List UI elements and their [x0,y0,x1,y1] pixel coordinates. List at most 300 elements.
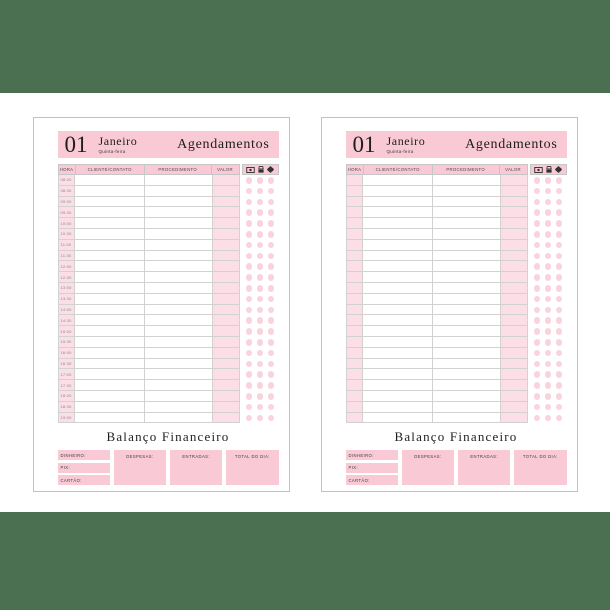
top-green-band [0,0,610,93]
schedule-row [58,402,279,413]
card-machine-icon [545,166,553,173]
payment-dot-cash [534,177,541,184]
procedure-cell [145,305,213,316]
col-header-hora: HORA [347,165,364,174]
value-cell [213,348,240,359]
schedule-row [58,294,279,305]
schedule-rows [346,175,567,423]
procedure-cell [145,229,213,240]
payment-dot-card [545,285,552,292]
client-contact-cell [363,218,433,229]
procedure-cell [145,186,213,197]
payment-dot-card [545,296,552,303]
procedure-cell [433,229,501,240]
payment-dots [530,294,567,305]
pix-field: PIX: [346,463,398,473]
procedure-cell [433,380,501,391]
schedule-row [346,294,567,305]
payment-dots [242,283,279,294]
payment-dots [530,251,567,262]
payment-dots [530,380,567,391]
time-cell [346,261,363,272]
finance-section [58,450,279,485]
payment-dot-cash [246,242,253,249]
procedure-cell [433,359,501,370]
payment-dot-pix [268,317,275,324]
procedure-cell [145,218,213,229]
payment-dot-card [257,209,264,216]
time-cell [346,272,363,283]
time-cell: 18:00 [58,391,75,402]
time-cell [346,380,363,391]
payment-dot-cash [534,361,541,368]
value-cell [213,261,240,272]
payment-dot-card [545,231,552,238]
payment-dot-cash [246,393,253,400]
schedule-row [346,283,567,294]
payment-dots [242,402,279,413]
payment-dot-pix [268,415,275,422]
client-contact-cell [75,337,145,348]
client-contact-cell [363,413,433,424]
payment-dots [242,326,279,337]
client-contact-cell [75,402,145,413]
value-cell [501,337,528,348]
payment-dot-pix [268,209,275,216]
client-contact-cell [75,348,145,359]
payment-dot-cash [534,274,541,281]
time-cell: 16:00 [58,348,75,359]
payment-dot-card [545,328,552,335]
client-contact-cell [363,380,433,391]
value-cell [501,305,528,316]
payment-dot-card [257,242,264,249]
payment-dots [530,261,567,272]
procedure-cell [433,369,501,380]
payment-dot-pix [556,339,563,346]
col-header-hora: HORA [59,165,76,174]
payment-dot-cash [534,209,541,216]
procedure-cell [145,315,213,326]
payment-dot-pix [556,371,563,378]
table-header-main [58,164,240,175]
schedule-row [58,197,279,208]
page-title: Agendamentos [177,136,270,152]
payment-dot-card [257,382,264,389]
value-cell [501,348,528,359]
payment-dots [242,359,279,370]
payment-dot-card [545,350,552,357]
payment-dots [242,315,279,326]
payment-dot-card [257,307,264,314]
client-contact-cell [363,240,433,251]
payment-dot-card [257,188,264,195]
schedule-row [58,337,279,348]
month-label: Janeiro [386,134,426,149]
payment-dots [530,175,567,186]
payment-dot-card [257,253,264,260]
payment-dots [242,369,279,380]
time-cell: 13:00 [58,283,75,294]
col-header-cliente-contato: CLIENTE/CONTATO [364,165,433,174]
value-cell [213,369,240,380]
payment-dot-pix [556,361,563,368]
payment-dots [530,186,567,197]
procedure-cell [145,175,213,186]
page-title: Agendamentos [465,136,558,152]
payment-dot-cash [246,307,253,314]
total-do-dia-box: TOTAL DO DIA: [514,450,566,485]
payment-dot-cash [246,296,253,303]
value-cell [213,391,240,402]
payment-dot-card [545,274,552,281]
payment-dot-card [257,220,264,227]
payment-dot-card [257,350,264,357]
payment-dot-cash [246,404,253,411]
payment-dot-pix [268,393,275,400]
schedule-row [58,413,279,424]
schedule-row [346,197,567,208]
bottom-green-band [0,512,610,610]
client-contact-cell [75,413,145,424]
time-cell: 15:30 [58,337,75,348]
payment-dots [530,218,567,229]
procedure-cell [433,294,501,305]
client-contact-cell [363,197,433,208]
schedule-row [58,391,279,402]
procedure-cell [433,186,501,197]
payment-dot-cash [534,285,541,292]
payment-dot-pix [268,296,275,303]
value-cell [213,315,240,326]
procedure-cell [145,380,213,391]
payment-dot-card [257,285,264,292]
payment-dot-pix [268,231,275,238]
payment-dots [242,197,279,208]
payment-dot-cash [534,220,541,227]
month-block [387,135,426,154]
payment-dot-pix [556,220,563,227]
value-cell [501,413,528,424]
time-cell [346,359,363,370]
payment-dot-cash [534,317,541,324]
payment-dot-card [545,188,552,195]
payment-dot-pix [556,415,563,422]
time-cell [346,229,363,240]
payment-dot-card [257,393,264,400]
payment-dot-pix [268,361,275,368]
schedule-row [58,272,279,283]
value-cell [213,272,240,283]
payment-dot-cash [246,220,253,227]
value-cell [213,326,240,337]
payment-dot-cash [534,296,541,303]
time-cell: 17:30 [58,380,75,391]
client-contact-cell [75,305,145,316]
procedure-cell [433,391,501,402]
procedure-cell [145,207,213,218]
finance-title: Balanço Financeiro [106,429,230,445]
payment-dot-cash [246,263,253,270]
payment-dots [242,380,279,391]
table-header-main [346,164,528,175]
procedure-cell [145,369,213,380]
schedule-row [58,359,279,370]
payment-dots [530,197,567,208]
payment-dot-card [257,231,264,238]
payment-dot-pix [268,371,275,378]
payment-dot-card [545,382,552,389]
time-cell [346,294,363,305]
payment-dots [242,305,279,316]
payment-dots [242,391,279,402]
payment-dot-cash [534,382,541,389]
month-label: Janeiro [98,134,138,149]
despesas-box: DESPESAS: [402,450,454,485]
value-cell [501,229,528,240]
procedure-cell [145,348,213,359]
payment-dots [530,326,567,337]
payment-dots [530,272,567,283]
schedule-row [346,272,567,283]
procedure-cell [145,359,213,370]
page-header-band [346,131,567,158]
time-cell [346,326,363,337]
client-contact-cell [363,294,433,305]
payment-dot-card [545,404,552,411]
card-machine-icon [257,166,265,173]
value-cell [213,413,240,424]
payment-dot-cash [534,350,541,357]
payment-dot-card [257,339,264,346]
payment-dot-cash [246,317,253,324]
procedure-cell [145,240,213,251]
dinheiro-field: DINHEIRO: [58,450,110,460]
value-cell [213,337,240,348]
col-header-cliente-contato: CLIENTE/CONTATO [76,165,145,174]
procedure-cell [433,305,501,316]
schedule-row [346,261,567,272]
finance-section [346,450,567,485]
procedure-cell [145,283,213,294]
payment-dot-pix [556,404,563,411]
payment-dot-pix [556,393,563,400]
payment-dot-cash [246,199,253,206]
schedule-row [346,380,567,391]
col-header-procedimento: PROCEDIMENTO [433,165,500,174]
payment-dot-pix [268,177,275,184]
payment-dot-pix [556,328,563,335]
value-cell [213,207,240,218]
schedule-row [346,305,567,316]
payment-dot-pix [268,263,275,270]
payment-dot-cash [246,415,253,422]
time-cell: 10:00 [58,218,75,229]
payment-dot-card [257,263,264,270]
time-cell [346,240,363,251]
payment-dot-pix [556,209,563,216]
schedule-row [346,218,567,229]
value-cell [213,283,240,294]
procedure-cell [145,402,213,413]
client-contact-cell [75,218,145,229]
dinheiro-field: DINHEIRO: [346,450,398,460]
payment-dot-cash [534,328,541,335]
payment-dot-pix [268,382,275,389]
time-cell [346,315,363,326]
payment-dot-cash [534,263,541,270]
payment-dot-cash [534,393,541,400]
payment-dot-pix [268,253,275,260]
payment-dot-card [257,404,264,411]
client-contact-cell [75,272,145,283]
value-cell [213,229,240,240]
procedure-cell [145,337,213,348]
planner-page-right [321,117,578,492]
payment-dot-card [545,177,552,184]
table-header-row [346,164,567,175]
payment-dot-cash [246,188,253,195]
client-contact-cell [363,326,433,337]
payment-dot-cash [246,231,253,238]
procedure-cell [145,391,213,402]
procedure-cell [433,197,501,208]
schedule-row [58,218,279,229]
payment-dots [242,348,279,359]
payment-dot-pix [268,328,275,335]
payment-dot-card [545,307,552,314]
procedure-cell [433,337,501,348]
payment-dot-pix [268,188,275,195]
schedule-row [346,359,567,370]
procedure-cell [145,197,213,208]
payment-dot-card [545,317,552,324]
col-header-valor: VALOR [217,167,233,172]
schedule-row [58,380,279,391]
procedure-cell [433,348,501,359]
procedure-cell [145,413,213,424]
value-cell [501,326,528,337]
time-cell: 08:30 [58,186,75,197]
payment-dot-cash [534,188,541,195]
planner-page-left [33,117,290,492]
payment-dot-cash [246,361,253,368]
payment-dots [242,218,279,229]
payment-dots [530,283,567,294]
value-cell [501,261,528,272]
payment-dot-pix [556,253,563,260]
time-cell [346,337,363,348]
client-contact-cell [75,380,145,391]
payment-dot-pix [556,231,563,238]
finance-title: Balanço Financeiro [394,429,518,445]
client-contact-cell [75,283,145,294]
payment-dot-card [257,274,264,281]
schedule-row [58,186,279,197]
payment-dot-card [545,220,552,227]
value-cell [213,240,240,251]
payment-dot-pix [556,199,563,206]
client-contact-cell [363,369,433,380]
schedule-row [58,240,279,251]
client-contact-cell [363,315,433,326]
payment-dot-pix [268,220,275,227]
payment-methods-stack [58,450,110,485]
time-cell: 09:30 [58,207,75,218]
payment-methods-stack [346,450,398,485]
payment-dot-card [257,199,264,206]
value-cell [213,380,240,391]
pix-icon [267,166,274,173]
payment-dots [242,175,279,186]
time-cell [346,218,363,229]
payment-dot-pix [556,177,563,184]
client-contact-cell [75,326,145,337]
procedure-cell [433,240,501,251]
client-contact-cell [363,207,433,218]
value-cell [501,251,528,262]
client-contact-cell [363,283,433,294]
payment-dot-cash [246,371,253,378]
pix-icon [555,166,562,173]
time-cell [346,369,363,380]
payment-dot-pix [556,307,563,314]
schedule-row [346,402,567,413]
payment-dot-cash [534,199,541,206]
time-cell: 12:00 [58,261,75,272]
cash-icon [246,167,255,173]
table-header-row [58,164,279,175]
time-cell: 19:00 [58,413,75,424]
client-contact-cell [363,348,433,359]
value-cell [501,207,528,218]
payment-dot-cash [246,382,253,389]
planner-spread [0,117,610,492]
client-contact-cell [363,186,433,197]
time-cell [346,186,363,197]
payment-dots [530,391,567,402]
payment-dot-cash [534,371,541,378]
payment-dot-cash [246,209,253,216]
schedule-row [346,207,567,218]
client-contact-cell [363,261,433,272]
payment-dot-cash [534,307,541,314]
procedure-cell [433,207,501,218]
payment-dot-card [545,371,552,378]
payment-dots [242,186,279,197]
value-cell [213,359,240,370]
payment-dot-card [545,339,552,346]
value-cell [501,391,528,402]
page-header-band [58,131,279,158]
time-cell: 18:30 [58,402,75,413]
payment-dots [530,369,567,380]
day-number: 01 [352,132,376,157]
payment-dots [242,251,279,262]
client-contact-cell [75,369,145,380]
cash-icon [534,167,543,173]
payment-dot-card [545,199,552,206]
value-cell [213,175,240,186]
payment-dots [242,337,279,348]
payment-dots [242,413,279,424]
procedure-cell [145,261,213,272]
payment-dots [530,240,567,251]
procedure-cell [433,261,501,272]
payment-dot-pix [556,188,563,195]
payment-dot-card [257,361,264,368]
payment-dot-pix [556,274,563,281]
